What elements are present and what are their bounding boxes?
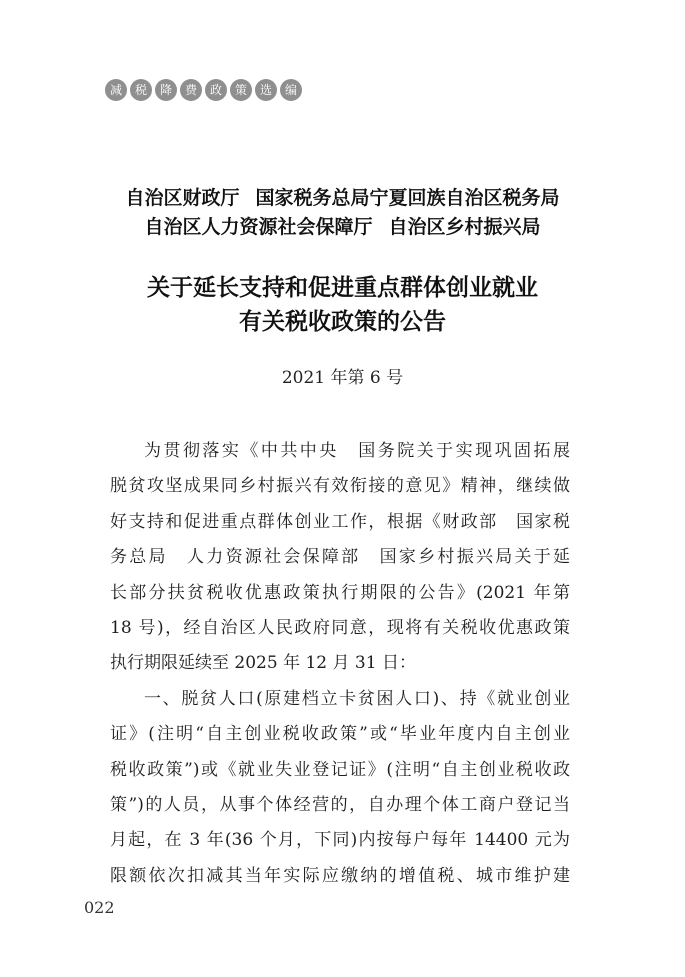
- series-tag: [105, 79, 302, 101]
- body-line: 限额依次扣减其当年实际应缴纳的增值税、城市维护建: [110, 865, 570, 886]
- title-line-2: 有关税收政策的公告: [239, 308, 446, 335]
- page-number: 022: [84, 898, 115, 917]
- body-line: 一、脱贫人口(原建档立卡贫困人口)、持《就业创业: [144, 688, 570, 709]
- series-tag-char: 降: [155, 79, 177, 101]
- series-tag-char: 策: [230, 79, 252, 101]
- title-line-1: 关于延长支持和促进重点群体创业就业: [147, 274, 538, 301]
- issuing-authorities: [0, 184, 685, 242]
- series-tag-char: 选: [255, 79, 277, 101]
- body-line: 长部分扶贫税收优惠政策执行期限的公告》(2021 年第: [110, 582, 570, 603]
- series-tag-char: 减: [105, 79, 127, 101]
- issuer-rural-revitalization: 自治区乡村振兴局: [388, 216, 541, 238]
- series-tag-char: 编: [280, 79, 302, 101]
- issuers-line-1: [0, 184, 685, 213]
- body-line: 脱贫攻坚成果同乡村振兴有效衔接的意见》精神，继续做: [110, 476, 570, 497]
- body-line: 税收政策”)或《就业失业登记证》(注明“自主创业税收政: [110, 759, 570, 780]
- body-line: 证》(注明“自主创业税收政策”或“毕业年度内自主创业: [110, 724, 570, 745]
- series-tag-char: 政: [205, 79, 227, 101]
- series-tag-char: 税: [130, 79, 152, 101]
- body-line: 务总局 人力资源社会保障部 国家乡村振兴局关于延: [110, 547, 570, 568]
- body-line: 好支持和促进重点群体创业工作，根据《财政部 国家税: [110, 511, 570, 532]
- series-tag-char: 费: [180, 79, 202, 101]
- body-line: 为贯彻落实《中共中央 国务院关于实现巩固拓展: [144, 441, 570, 461]
- body-text: [110, 434, 570, 894]
- document-number: 2021 年第 6 号: [281, 368, 404, 388]
- body-line: 月起，在 3 年(36 个月，下同)内按每户每年 14400 元为: [110, 830, 570, 851]
- issuer-tax-bureau: 国家税务总局宁夏回族自治区税务局: [255, 187, 560, 209]
- issuer-hr-social-security: 自治区人力资源社会保障厅: [144, 216, 373, 238]
- issuer-finance-department: 自治区财政厅: [125, 187, 240, 209]
- body-line: 策”)的人员，从事个体经营的，自办理个体工商户登记当: [110, 794, 570, 815]
- document-title: [0, 271, 685, 339]
- body-line: 执行期限延续至 2025 年 12 月 31 日：: [110, 653, 416, 674]
- issuers-line-2: [0, 213, 685, 242]
- body-line: 18 号)，经自治区人民政府同意，现将有关税收优惠政策: [110, 617, 570, 638]
